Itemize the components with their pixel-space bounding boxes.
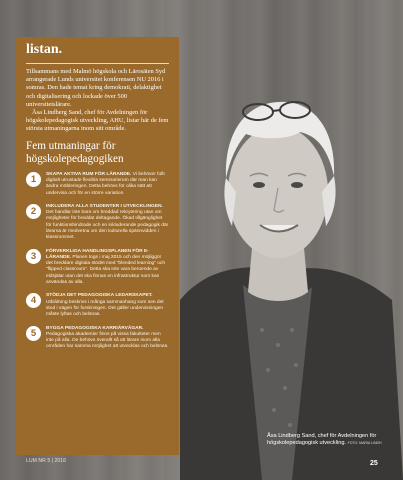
item-body: Planen togs i maj 2015 och den möjliggör det breddare digitala stödet med ”blended learning” och ”flipped classroom”. Detta ska inte vara beroende av eldsjälar utan det ska finnas en infrastruktur som kan användas av alla.	[46, 254, 166, 286]
item-text	[46, 172, 169, 197]
folio: LUM NR 5 | 2016	[26, 458, 66, 464]
item-heading: FÖRVERKLIGA HANDLINGSPLANEN FÖR E-LÄRANDE.	[46, 248, 149, 260]
item-heading: BYGGA PEDAGOGISKA KARRIÄRVÄGAR.	[46, 325, 144, 331]
intro-paragraph: Tillsammans med Malmö högskola och Lärosäten Syd arrangerade Lunds universitet konferensen NU 2016 i somras. Den hade temat kring demokrati, delaktighet och digitalisering och lockade över 500 universitetslärare.	[26, 68, 166, 108]
photo-credit: FOTO: MARIA LINDH	[347, 441, 382, 445]
list-item	[26, 249, 169, 287]
list-title: Fem utmaningar för högskolepedagogiken	[26, 139, 124, 165]
list-item	[26, 326, 169, 351]
intro	[26, 68, 169, 134]
caption-text: Åsa Lindberg Sand, chef för Avdelningen för högskolepedagogisk utveckling.	[267, 433, 377, 446]
headline-rule	[26, 63, 169, 64]
intro-paragraph: Åsa Lindberg Sand, chef för Avdelningen för högskolepedagogisk utveckling, AHU, listar här de fem största utmaningarna inom sitt område.	[26, 109, 169, 133]
item-body: Det handlar inte bara om breddad rekrytering utan om möjligheter för breddat deltagande. Ökad tillgänglighet för funktionshindrade och en inkluderande pedagogik där lärarna är medvetna om den kulturella spännvidden i klassrummet.	[46, 210, 169, 241]
photo-caption	[267, 433, 385, 447]
headline: listan.	[26, 42, 63, 57]
item-body: Vi behöver fullt digitalt utrustade flexibla seminarierum där man kan ändra möbleringen. Detta behövs för olika sätt att undervisa och för en större variation.	[46, 171, 165, 196]
item-text	[46, 204, 169, 242]
list-item	[26, 204, 169, 242]
item-heading: STÖDJA DET PEDAGOGISKA LEDARSKAPET.	[46, 293, 153, 299]
item-heading: INKLUDERA ALLA STUDENTER I UTVECKLINGEN.	[46, 203, 163, 209]
item-heading: SKAPA AKTIVA RUM FÖR LÄRANDE.	[46, 171, 132, 177]
list-item	[26, 172, 169, 197]
item-number: 1	[26, 172, 41, 187]
item-body: Utbildning beskrivs i många sammanhang som sen det stod i vägen för forskningen. Det gäller undervisningen måste lyftas och belönas.	[46, 299, 164, 318]
item-text	[46, 326, 169, 351]
item-number: 5	[26, 326, 41, 341]
item-number: 4	[26, 293, 41, 308]
item-text	[46, 293, 169, 318]
list-item	[26, 293, 169, 318]
item-body: Pedagogiska akademier finns på vissa fakulteter men inte på alla. De behövs överallt så att lärare inom alla områden har samma möjlighet att utvecklas och belönas.	[46, 331, 169, 350]
page-number: 25	[370, 460, 378, 467]
item-text	[46, 249, 169, 287]
item-number: 3	[26, 249, 41, 264]
article-panel	[16, 37, 179, 455]
item-number: 2	[26, 204, 41, 219]
